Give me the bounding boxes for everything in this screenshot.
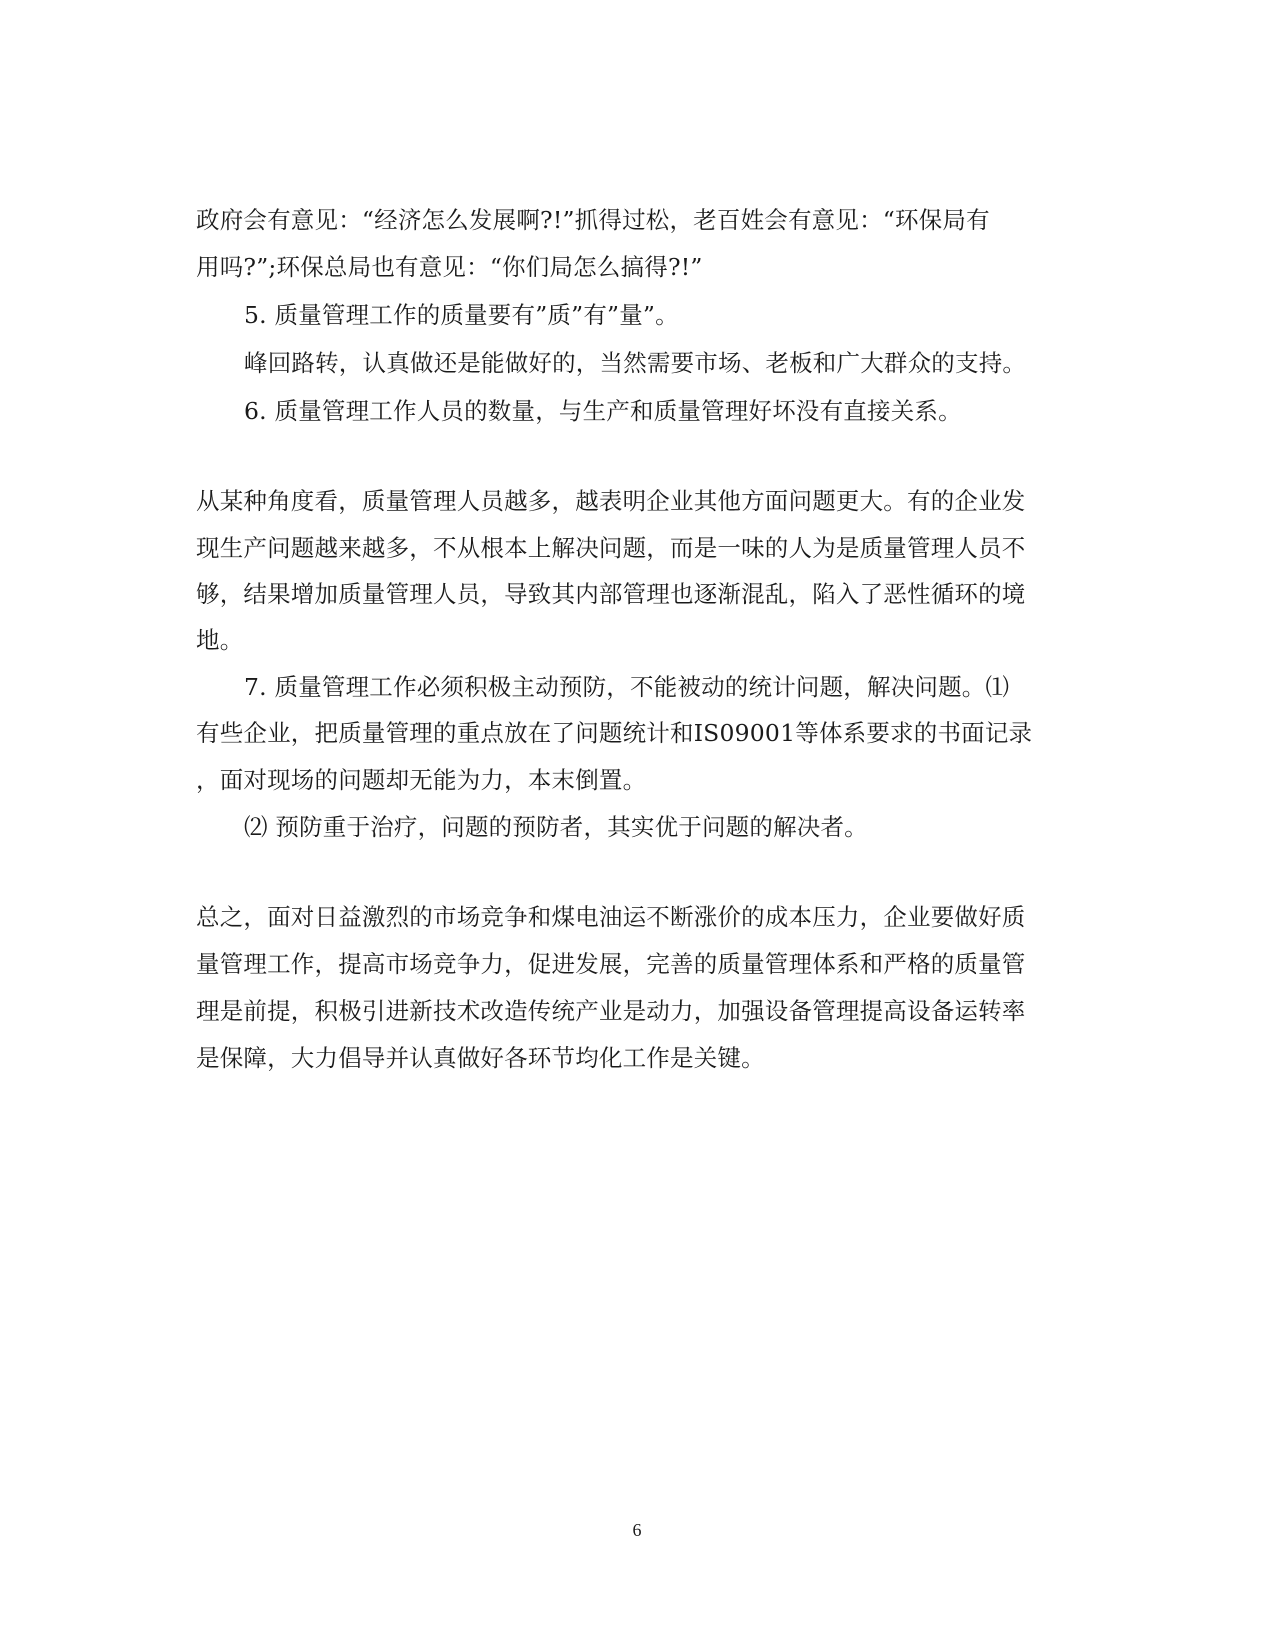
list-item-6: 6. 质量管理工作人员的数量，与生产和质量管理好坏没有直接关系。 — [244, 397, 962, 425]
page-number: 6 — [632, 1520, 642, 1540]
list-item-7: 7. 质量管理工作必须积极主动预防，不能被动的统计问题，解决问题。⑴ — [244, 673, 1010, 701]
text-line: 政府会有意见：“经济怎么发展啊?!”抓得过松，老百姓会有意见：“环保局有 — [196, 206, 990, 234]
text-line: ，面对现场的问题却无能为力，本末倒置。 — [196, 766, 647, 794]
text-line: 现生产问题越来越多，不从根本上解决问题，而是一味的人为是质量管理人员不 — [196, 534, 1026, 562]
text-line: 总之，面对日益激烈的市场竞争和煤电油运不断涨价的成本压力，企业要做好质 — [196, 903, 1026, 931]
text-line: 够，结果增加质量管理人员，导致其内部管理也逐渐混乱，陷入了恶性循环的境 — [196, 580, 1026, 608]
text-line: 量管理工作，提高市场竞争力，促进发展，完善的质量管理体系和严格的质量管 — [196, 950, 1026, 978]
text-line: 理是前提，积极引进新技术改造传统产业是动力，加强设备管理提高设备运转率 — [196, 997, 1026, 1025]
text-line: 地。 — [196, 626, 244, 654]
sub-item-2: ⑵ 预防重于治疗，问题的预防者，其实优于问题的解决者。 — [244, 813, 868, 841]
text-line: 峰回路转，认真做还是能做好的，当然需要市场、老板和广大群众的支持。 — [244, 349, 1027, 377]
text-line: 有些企业，把质量管理的重点放在了问题统计和IS09001等体系要求的书面记录 — [196, 719, 1033, 747]
text-line: 从某种角度看，质量管理人员越多，越表明企业其他方面问题更大。有的企业发 — [196, 487, 1026, 515]
list-item-5: 5. 质量管理工作的质量要有”质”有”量”。 — [244, 301, 679, 329]
text-line: 是保障，大力倡导并认真做好各环节均化工作是关键。 — [196, 1044, 765, 1072]
text-line: 用吗?”;环保总局也有意见：“你们局怎么搞得?!” — [196, 253, 703, 281]
